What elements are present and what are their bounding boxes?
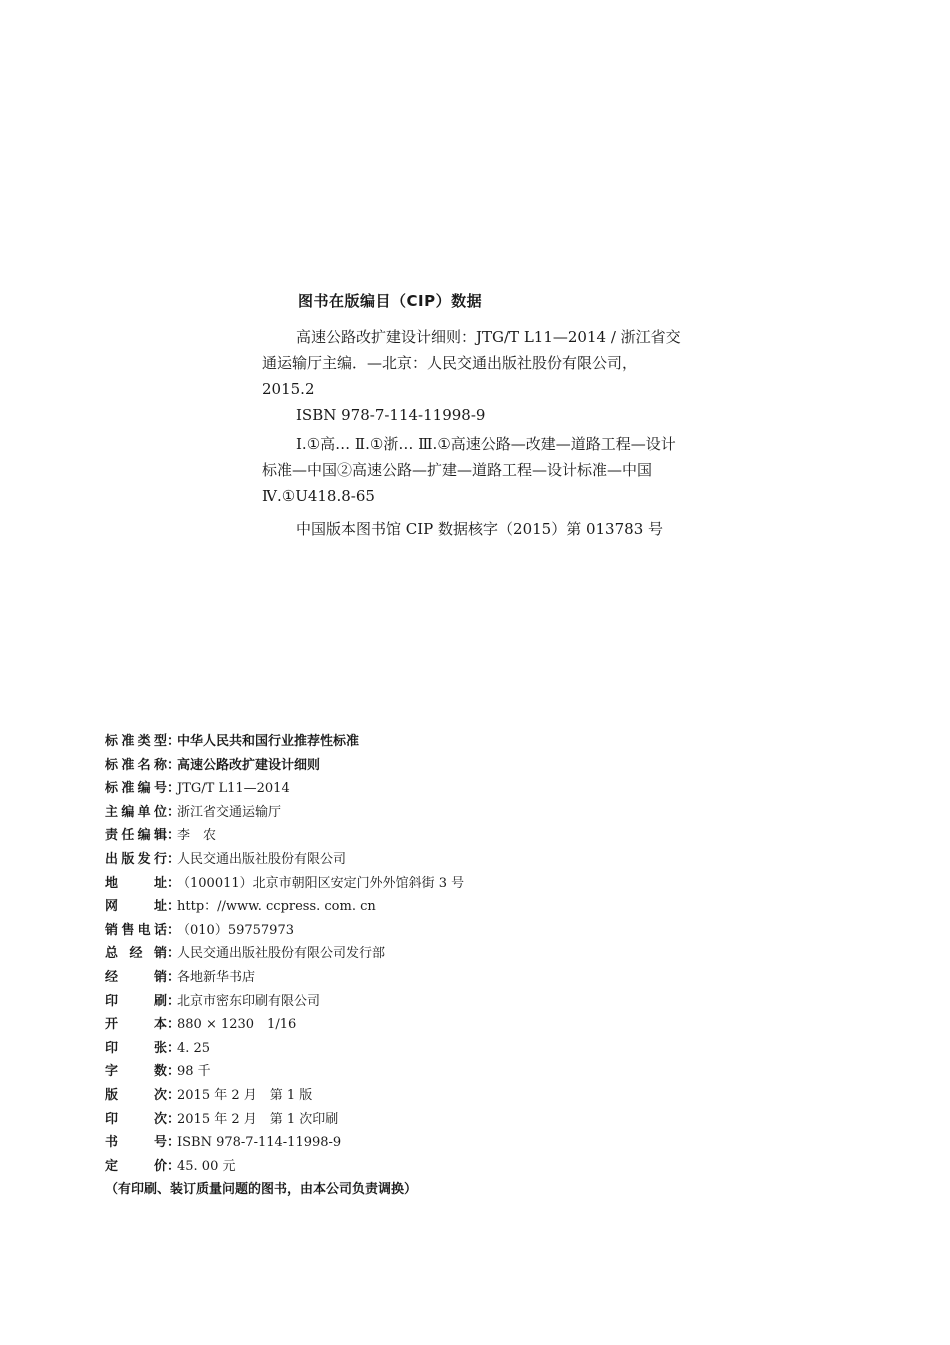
info-label-text: 网 址 — [105, 899, 167, 915]
quality-note: （有印刷、装订质量问题的图书，由本公司负责调换） — [105, 1182, 418, 1198]
info-row — [105, 824, 665, 848]
info-value: 45. 00 元 — [177, 1158, 236, 1174]
info-value: 浙江省交通运输厅 — [177, 804, 282, 820]
info-label-text: 开 本 — [105, 1017, 167, 1033]
info-label-text: 印 次 — [105, 1111, 167, 1127]
info-label — [105, 777, 181, 797]
label-colon: ： — [167, 757, 181, 773]
label-colon: ： — [167, 922, 181, 938]
info-row — [105, 777, 665, 801]
info-row — [105, 754, 665, 778]
info-value: （100011）北京市朝阳区安定门外外馆斜街 3 号 — [177, 875, 465, 891]
info-label — [105, 730, 181, 749]
info-value: 2015 年 2 月 第 1 版 — [177, 1087, 313, 1103]
info-value: 中华人民共和国行业推荐性标准 — [177, 734, 360, 749]
label-colon: ： — [167, 875, 181, 891]
info-label-text: 字 数 — [105, 1064, 167, 1080]
info-value: （010）59757973 — [177, 922, 294, 938]
info-label — [105, 1060, 181, 1080]
info-value: 李 农 — [177, 828, 217, 844]
info-label — [105, 1131, 181, 1151]
info-row — [105, 966, 665, 990]
info-value: http：//www. ccpress. com. cn — [177, 899, 376, 915]
info-label-text: 印 刷 — [105, 993, 167, 1009]
label-colon: ： — [167, 1017, 181, 1033]
info-label-text: 标 准 类 型 — [105, 734, 167, 749]
info-label — [105, 754, 181, 773]
label-colon: ： — [167, 1111, 181, 1127]
info-value: 4. 25 — [177, 1040, 211, 1056]
label-colon: ： — [167, 851, 181, 867]
info-rows — [105, 730, 665, 1178]
info-row — [105, 1155, 665, 1179]
info-label — [105, 942, 181, 962]
info-row — [105, 1131, 665, 1155]
info-label — [105, 1108, 181, 1127]
info-row — [105, 919, 665, 943]
info-label — [105, 919, 181, 938]
info-label-text: 主 编 单 位 — [105, 804, 167, 820]
info-row — [105, 848, 665, 872]
info-row — [105, 1037, 665, 1061]
info-value: 人民交通出版社股份有限公司发行部 — [177, 946, 386, 962]
info-row — [105, 1108, 665, 1132]
info-label — [105, 1037, 181, 1056]
info-label-text: 出 版 发 行 — [105, 851, 167, 867]
info-row — [105, 872, 665, 896]
info-row — [105, 1084, 665, 1108]
info-label — [105, 848, 181, 867]
publication-info — [105, 730, 665, 1202]
info-label-text: 经 销 — [105, 969, 167, 985]
info-label — [105, 895, 181, 915]
cip-subject: Ⅰ.①高… Ⅱ.①浙… Ⅲ.①高速公路—改建—道路工程—设计标准—中国②高速公路—扩建—道路工程—设计标准—中国 Ⅳ.①U418.8-65 — [262, 435, 676, 505]
label-colon: ： — [167, 969, 181, 985]
info-value: 2015 年 2 月 第 1 次印刷 — [177, 1111, 339, 1127]
cip-number: 中国版本图书馆 CIP 数据核字（2015）第 013783 号 — [296, 520, 664, 538]
info-row — [105, 1060, 665, 1084]
label-colon: ： — [167, 781, 181, 797]
info-label — [105, 1013, 181, 1033]
info-value: 人民交通出版社股份有限公司 — [177, 851, 347, 867]
label-colon: ： — [167, 1135, 181, 1151]
info-label-text: 定 价 — [105, 1158, 167, 1174]
info-value: 北京市密东印刷有限公司 — [177, 993, 321, 1009]
label-colon: ： — [167, 899, 181, 915]
info-label-text: 版 次 — [105, 1087, 167, 1103]
cip-record: 高速公路改扩建设计细则：JTG/T L11—2014 / 浙江省交通运输厅主编．—北京：人民交通出版社股份有限公司，2015.2 — [262, 328, 681, 398]
label-colon: ： — [167, 1040, 181, 1056]
info-value: 各地新华书店 — [177, 969, 256, 985]
info-label-text: 总 经 销 — [105, 946, 167, 962]
info-label — [105, 990, 181, 1009]
info-value: ISBN 978-7-114-11998-9 — [177, 1135, 342, 1151]
info-label-text: 印 张 — [105, 1040, 167, 1056]
info-label-text: 标 准 名 称 — [105, 757, 167, 773]
info-label-text: 书 号 — [105, 1135, 167, 1151]
info-label — [105, 1084, 181, 1103]
info-value: 高速公路改扩建设计细则 — [177, 757, 321, 773]
label-colon: ： — [167, 946, 181, 962]
label-colon: ： — [167, 804, 181, 820]
label-colon: ： — [167, 993, 181, 1009]
label-colon: ： — [167, 1064, 181, 1080]
info-label-text: 销 售 电 话 — [105, 922, 167, 938]
info-row — [105, 895, 665, 919]
info-label — [105, 824, 181, 844]
label-colon: ： — [167, 734, 181, 749]
info-label-text: 标 准 编 号 — [105, 781, 167, 797]
cip-isbn: ISBN 978-7-114-11998-9 — [296, 406, 486, 424]
info-label-text: 地 址 — [105, 875, 167, 891]
label-colon: ： — [167, 828, 181, 844]
info-label — [105, 872, 181, 891]
info-row — [105, 942, 665, 966]
info-row — [105, 990, 665, 1014]
info-label — [105, 801, 181, 820]
info-label — [105, 1155, 181, 1174]
info-value: 880 × 1230 1/16 — [177, 1017, 297, 1033]
info-label — [105, 966, 181, 985]
info-row — [105, 730, 665, 754]
cip-title: 图书在版编目（CIP）数据 — [298, 292, 483, 310]
info-row — [105, 1013, 665, 1037]
info-value: JTG/T L11—2014 — [177, 781, 290, 797]
label-colon: ： — [167, 1158, 181, 1174]
info-label-text: 责 任 编 辑 — [105, 828, 167, 844]
info-row — [105, 801, 665, 825]
info-value: 98 千 — [177, 1064, 211, 1080]
label-colon: ： — [167, 1087, 181, 1103]
